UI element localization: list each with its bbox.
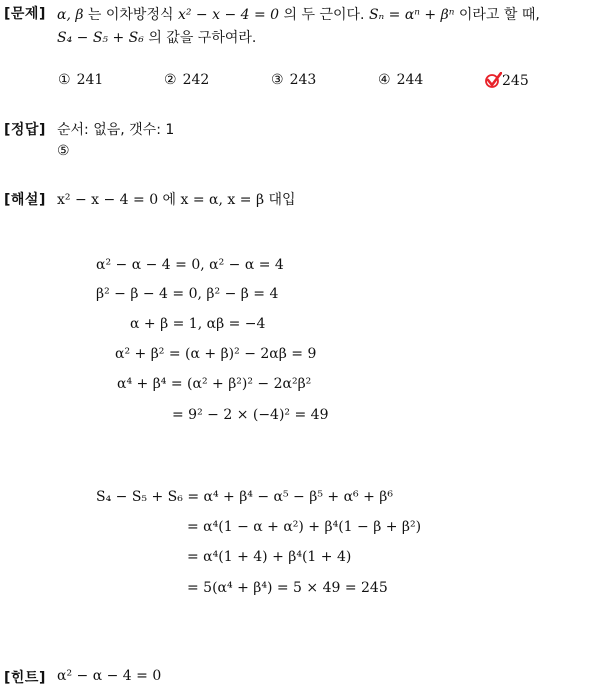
solution-step-6: = 9² − 2 × (−4)² = 49 xyxy=(172,407,329,423)
solution-intro: x² − x − 4 = 0 에 x = α, x = β 대입 xyxy=(57,192,296,208)
hint-equation: α² − α − 4 = 0 xyxy=(57,668,162,684)
solution-step-2: β² − β − 4 = 0, β² − β = 4 xyxy=(96,286,279,302)
hint-tag: [힌트] xyxy=(4,670,46,686)
problem-tag: [문제] xyxy=(4,6,46,22)
answer-tag: [정답] xyxy=(4,122,46,138)
choice-5[interactable]: 245 xyxy=(484,72,529,89)
solution-step-8: = α⁴(1 − α + α²) + β⁴(1 − β + β²) xyxy=(187,519,422,535)
choice-4[interactable]: ④ 244 xyxy=(378,72,424,88)
problem-line-1: α, β 는 이차방정식 x² − x − 4 = 0 의 두 근이다. Sₙ = αⁿ + βⁿ 이라고 할 때, xyxy=(57,7,540,23)
solution-step-9: = α⁴(1 + 4) + β⁴(1 + 4) xyxy=(187,549,352,565)
problem-equation: x² − x − 4 = 0 xyxy=(177,7,280,23)
answer-value: ⑤ xyxy=(57,143,70,159)
answer-meta: 순서: 없음, 갯수: 1 xyxy=(57,122,175,138)
choice-3[interactable]: ③ 243 xyxy=(271,72,317,88)
problem-sn-definition: Sₙ = αⁿ + βⁿ xyxy=(368,7,455,23)
solution-step-1: α² − α − 4 = 0, α² − α = 4 xyxy=(96,257,284,273)
solution-tag: [해설] xyxy=(4,192,46,208)
problem-target-expression: S₄ − S₅ + S₆ xyxy=(57,30,144,46)
solution-step-7: S₄ − S₅ + S₆ = α⁴ + β⁴ − α⁵ − β⁵ + α⁶ + β⁶ xyxy=(96,489,393,505)
solution-step-4: α² + β² = (α + β)² − 2αβ = 9 xyxy=(115,346,317,362)
problem-line-2: S₄ − S₅ + S₆ 의 값을 구하여라. xyxy=(57,30,257,46)
solution-step-3: α + β = 1, αβ = −4 xyxy=(130,316,266,332)
solution-step-5: α⁴ + β⁴ = (α² + β²)² − 2α²β² xyxy=(117,376,312,392)
check-mark-icon xyxy=(484,72,502,88)
problem-roots: α, β xyxy=(57,7,84,23)
choice-1[interactable]: ① 241 xyxy=(58,72,104,88)
solution-step-10: = 5(α⁴ + β⁴) = 5 × 49 = 245 xyxy=(187,580,388,596)
choice-2[interactable]: ② 242 xyxy=(164,72,210,88)
